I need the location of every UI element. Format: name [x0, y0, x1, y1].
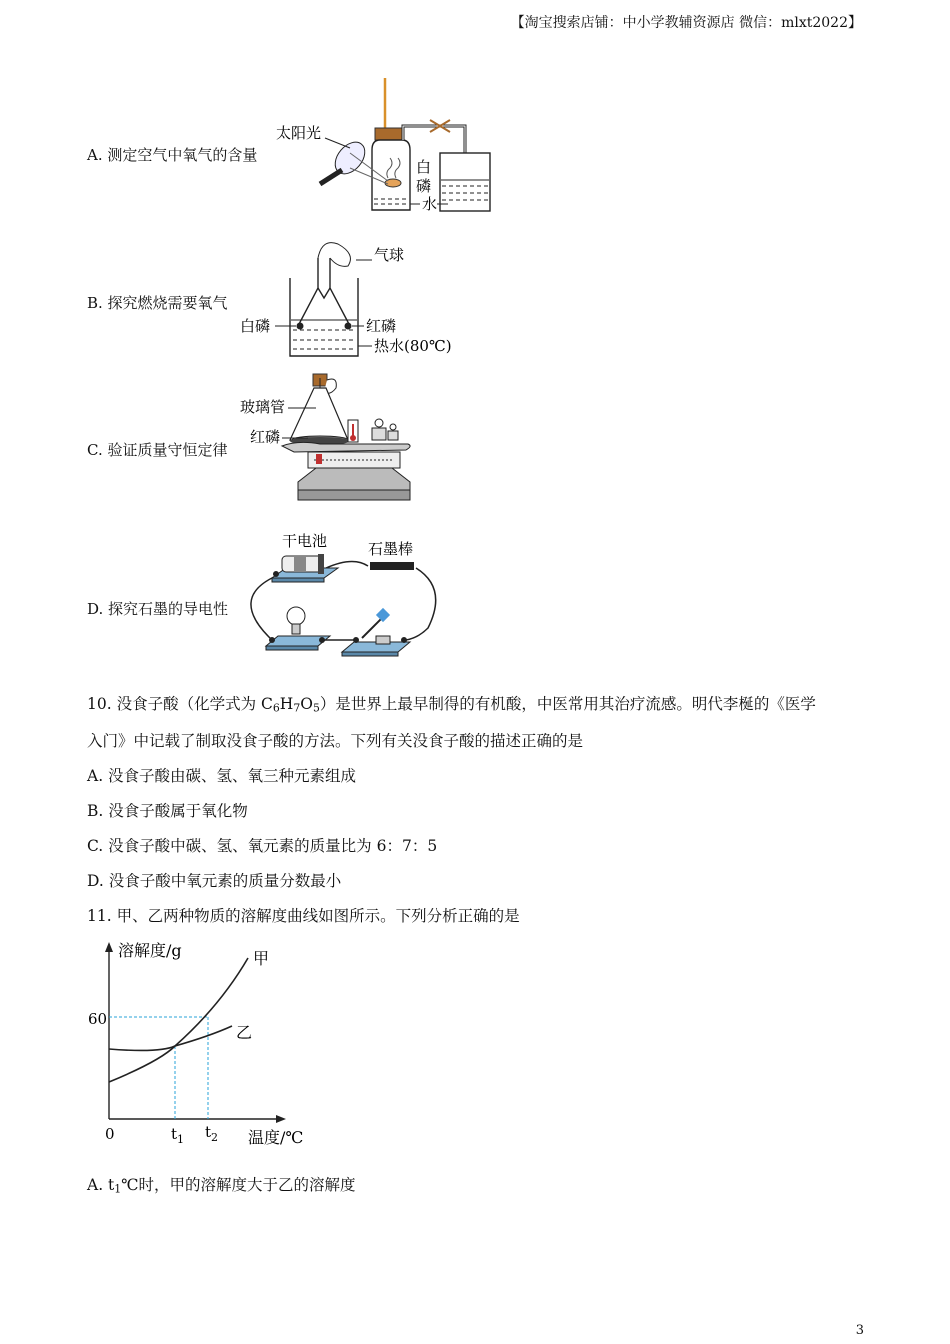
series-jia-label: 甲: [253, 949, 270, 968]
option-d-label: D. 探究石墨的导电性: [87, 600, 229, 618]
q11-option-a: A. $t_1℃$时，甲的溶解度大于乙的溶解度: [87, 1176, 356, 1196]
option-c-label: C. 验证质量守恒定律: [87, 441, 228, 459]
y-axis-label: 溶解度/g: [118, 941, 182, 960]
option-a-label: A. 测定空气中氧气的含量: [87, 146, 258, 164]
oxygen-measure-apparatus: [270, 78, 500, 218]
graphite-rod-label: 石墨棒: [368, 540, 414, 558]
x-axis-arrow: [276, 1115, 286, 1123]
page-header: 【淘宝搜索店铺：中小学教辅资源店 微信：mlxt2022】: [510, 15, 862, 31]
series-jia-curve: [109, 958, 248, 1082]
q10-stem-line1: 10. 没食子酸（化学式为 $C_6H_7O_5$）是世界上最早制得的有机酸，中医常用其治疗流感。明代李梴的《医学: [87, 695, 816, 715]
q10-option-a: A. 没食子酸由碳、氢、氧三种元素组成: [87, 767, 357, 785]
q10-option-c: C. 没食子酸中碳、氢、氧元素的质量比为 6：7：5: [87, 837, 438, 855]
series-yi-label: 乙: [236, 1023, 253, 1042]
white-phosphorus-label-1: 白: [416, 158, 432, 176]
balloon-label: 气球: [374, 246, 405, 264]
glass-tube-label: 玻璃管: [240, 398, 286, 416]
sun-label: 太阳光: [276, 124, 322, 142]
graphite-conductivity-circuit: [238, 528, 448, 658]
battery-label: 干电池: [282, 532, 328, 550]
y-axis-arrow: [105, 942, 113, 952]
mass-conservation-apparatus: [238, 368, 438, 506]
origin-label: 0: [105, 1125, 115, 1143]
hot-water-label: 热水(80℃): [374, 337, 452, 355]
x-tick-t2: $t_2$: [205, 1123, 219, 1144]
x-tick-t1: $t_1$: [171, 1125, 185, 1146]
page-number: 3: [855, 1323, 864, 1338]
q10-option-b: B. 没食子酸属于氧化物: [87, 802, 248, 820]
q11-stem: 11. 甲、乙两种物质的溶解度曲线如图所示。下列分析正确的是: [87, 907, 520, 925]
q10-stem-line2: 入门》中记载了制取没食子酸的方法。下列有关没食子酸的描述正确的是: [87, 732, 584, 750]
option-b-label: B. 探究燃烧需要氧气: [87, 294, 228, 312]
white-phosphorus-label-2: 磷: [416, 177, 432, 195]
x-axis-label: 温度/℃: [248, 1128, 304, 1147]
red-phosphorus-label-c: 红磷: [250, 428, 281, 446]
white-phosphorus-label: 白磷: [240, 317, 271, 335]
y-tick-60: 60: [88, 1010, 108, 1028]
water-label: 水: [422, 195, 438, 213]
combustion-oxygen-apparatus: [238, 238, 468, 363]
red-phosphorus-label: 红磷: [366, 317, 397, 335]
series-yi-curve: [109, 1026, 232, 1050]
solubility-chart: [80, 936, 340, 1156]
q10-option-d: D. 没食子酸中氧元素的质量分数最小: [87, 872, 342, 890]
